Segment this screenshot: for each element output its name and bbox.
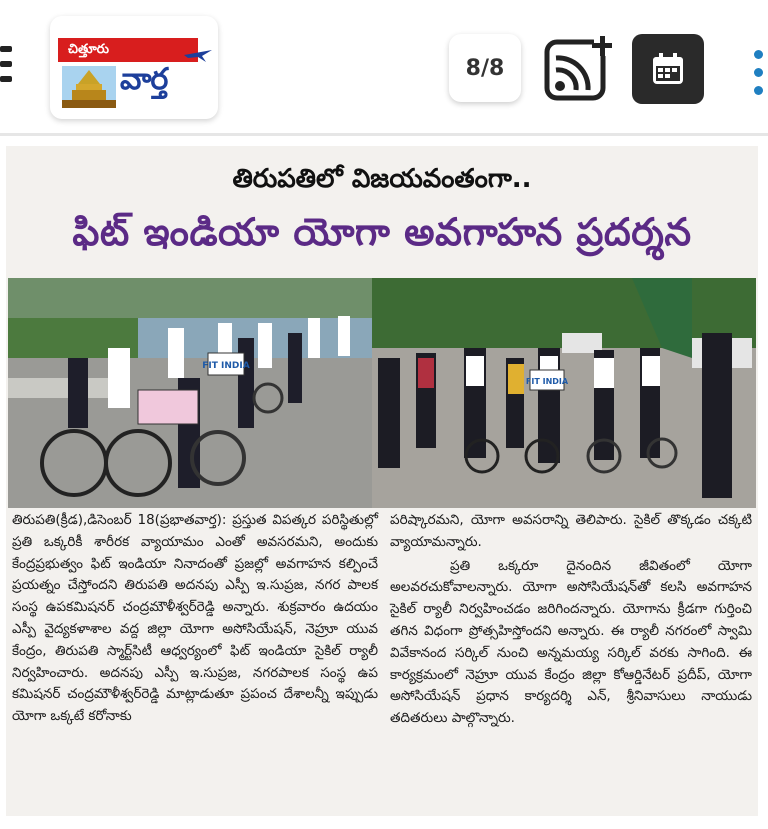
rss-add-icon[interactable]	[544, 34, 612, 102]
article-paragraph: పరిష్కారమని, యోగా అవసరాన్ని తెలిపారు. సైకిల్ తొక్కడం చక్కటి వ్యాయామన్నారు.	[390, 512, 752, 550]
article-headline: ఫిట్ ఇండియా యోగా అవగాహన ప్రదర్శన	[72, 210, 692, 254]
top-toolbar	[0, 0, 768, 136]
page-counter[interactable]: 8/8	[449, 34, 521, 102]
temple-icon	[62, 66, 116, 108]
article-kicker: తిరుపతిలో విజయవంతంగా..	[232, 164, 532, 194]
rally-photo-left[interactable]	[8, 278, 372, 508]
article-paragraph: తిరుపతి(క్రీడ),డిసెంబర్ 18(ప్రభాతవార్త): ప్రస్తుత విపత్కర పరిస్థితుల్లో ప్రతి ఒక్కరికీ శారీరక వ్యాయామం ఎంతో అవసరమని, అందుకు కేంద్రప్రభుత్వం ఫిట్ ఇండియా నినాదంతో ప్రజల్లో అవగాహన కల్పించే ప్రయత్నం చేస్తోందని తిరుపతి అదనపు ఎస్పీ ఇ.సుప్రజ, నగర పాలక సంస్థ ఉపకమిషనర్ చంద్రమౌళీశ్వర్‌రెడ్డి అన్నారు. శుక్రవారం ఉదయం ఎస్పీ వైద్యకళాశాల వద్ద జిల్లా యోగా అసోసియేషన్, నెహ్రూ యువ కేంద్రం, తిరుపతి స్మార్ట్‌సిటీ ఆధ్వర్యంలో ఫిట్ ఇండియా సైకిల్ ర్యాలీ నిర్వహించారు. అదనపు ఎస్పీ ఇ.సుప్రజ, నగరపాలక సంస్థ ఉప కమిషనర్ చంద్రమౌళీశ్వర్‌రెడ్డి మాట్లాడుతూ ప్రపంచ దేశాలన్నీ ఇప్పుడు యోగా ఒక్కటే కరోనాకు	[12, 512, 378, 725]
more-vertical-icon[interactable]	[752, 50, 764, 96]
plane-icon	[184, 46, 212, 62]
calendar-button[interactable]	[632, 34, 704, 104]
article-body-left	[12, 510, 378, 730]
fit-india-sign-left: FIT INDIA	[202, 361, 250, 371]
logo-main-text: వార్త	[120, 62, 168, 97]
fit-india-sign-right: FIT INDIA	[525, 377, 569, 386]
news-clipping	[6, 146, 758, 816]
logo-banner-text: చిత్తూరు	[58, 38, 198, 62]
menu-icon[interactable]	[0, 46, 12, 82]
article-paragraph: ప్రతి ఒక్కరూ దైనందిన జీవితంలో యోగా అలవరచుకోవాలన్నారు. యోగా అసోసియేషన్‌తో కలసి అవగాహన సైకిల్ ర్యాలీ నిర్వహించడం జరిగిందన్నారు. యోగాను క్రీడగా గుర్తించి తగిన విధంగా ప్రోత్సహిస్తోందని అన్నారు. ఈ ర్యాలీ నగరంలో స్వామి వివేకానంద సర్కిల్ నుంచి అన్నమయ్య సర్కిల్ వరకు సాగింది. ఈ కార్యక్రమంలో నెహ్రూ యువ కేంద్రం జిల్లా కోఆర్డినేటర్ ప్రదీప్, యోగా అసోసియేషన్ ప్రధాన కార్యదర్శి ఎన్, శ్రీనివాసులు నాయుడు తదితరులు పాల్గొన్నారు.	[390, 557, 752, 727]
article-body-right	[390, 510, 752, 732]
rally-photo-right[interactable]	[372, 278, 756, 508]
calendar-icon	[650, 51, 686, 87]
newspaper-logo[interactable]	[50, 16, 218, 119]
